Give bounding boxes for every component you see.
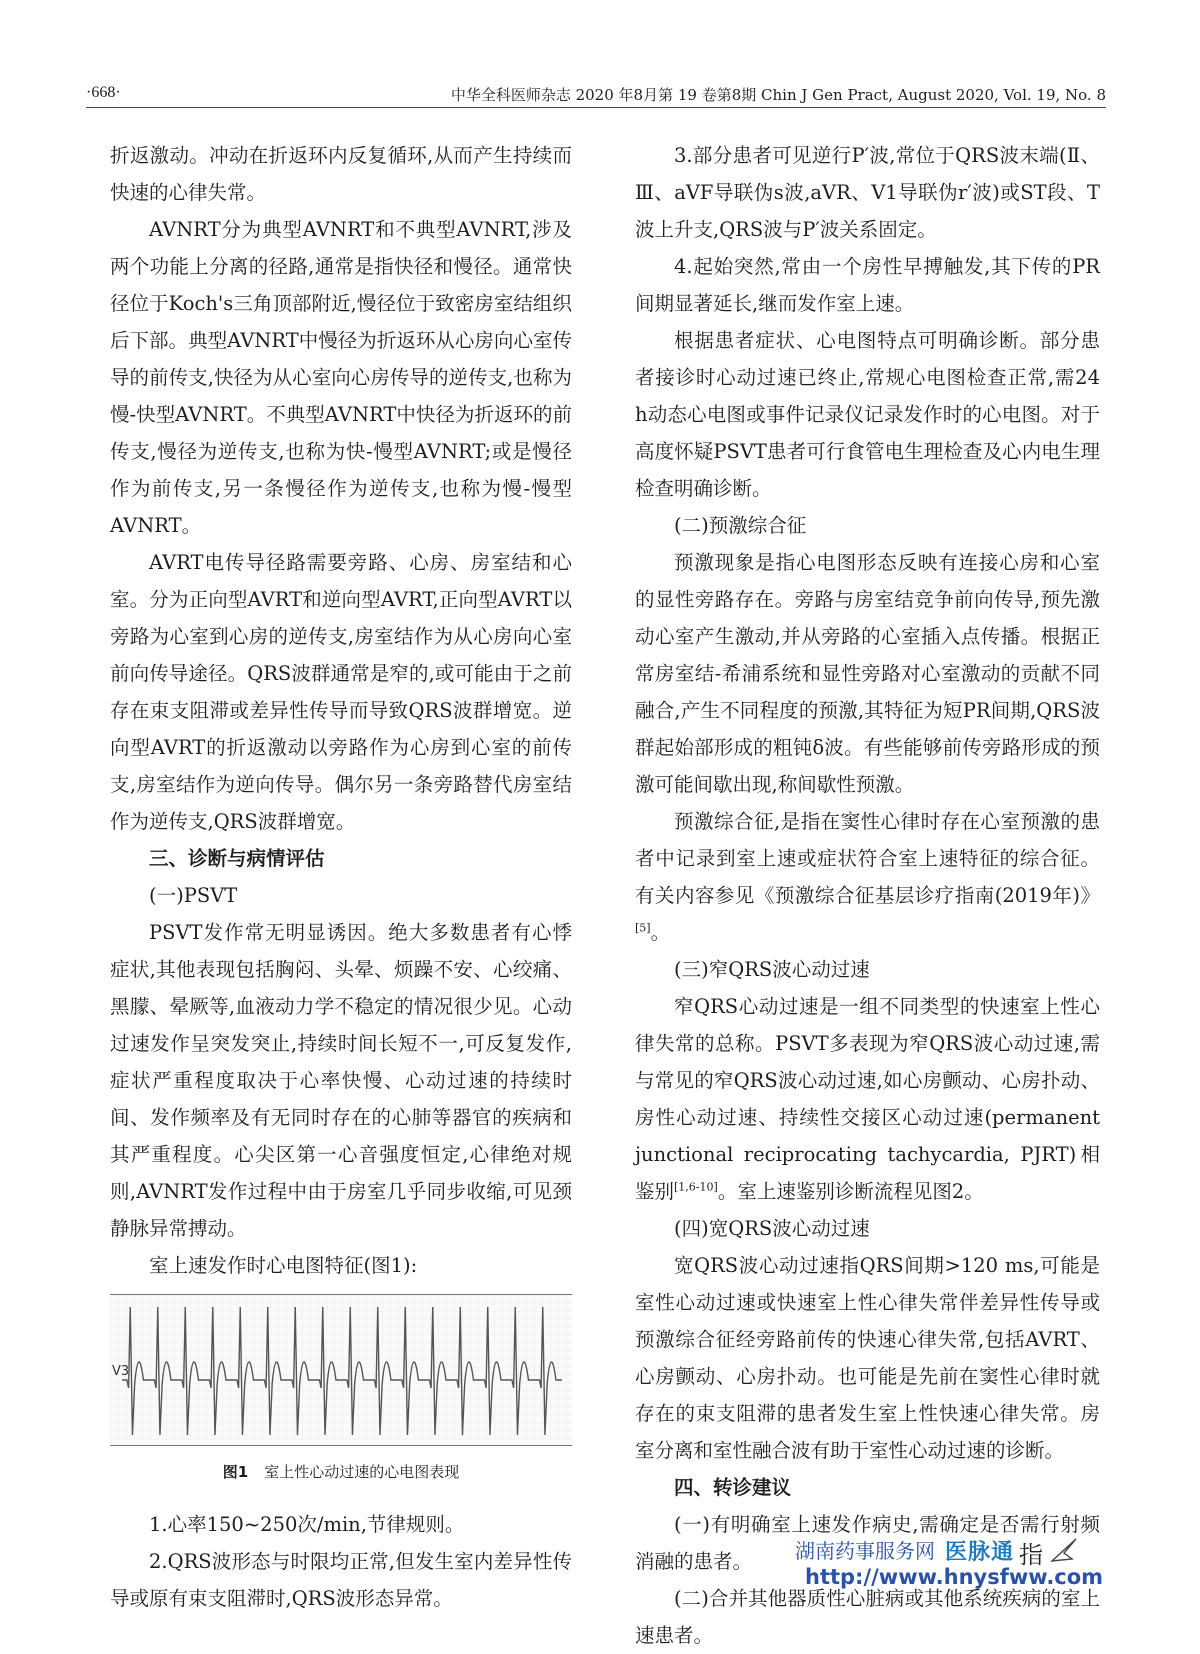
paragraph: 室上速发作时心电图特征(图1): [149, 1254, 418, 1277]
list-item: 3.部分患者可见逆行P′波,常位于QRS波末端(Ⅱ、Ⅲ、aVF导联伪s波,aVR、V1导联伪r′波)或ST段、T波上升支,QRS波与P′波关系固定。 [635, 144, 1100, 241]
section-heading: 三、诊断与病情评估 [149, 847, 325, 870]
paragraph [635, 988, 1100, 1210]
paragraph: 根据患者症状、心电图特点可明确诊断。部分患者接诊时心动过速已终止,常规心电图检查正常,需24 h动态心电图或事件记录仪记录发作时的心电图。对于高度怀疑PSVT患者可行食管电生理检查及心内电生理检查明确诊断。 [635, 329, 1100, 500]
paragraph-text: 预激综合征,是指在窦性心律时存在心室预激的患者中记录到室上速或症状符合室上速特征的综合征。有关内容参见《预激综合征基层诊疗指南(2019年)》 [635, 810, 1100, 907]
list-item: 4.起始突然,常由一个房性早搏触发,其下传的PR间期显著延长,继而发作室上速。 [635, 255, 1100, 315]
paragraph-text: 。室上速鉴别诊断流程见图2。 [717, 1180, 984, 1203]
lead-label: V3 [112, 1364, 130, 1379]
subsection-heading: (三)窄QRS波心动过速 [674, 958, 870, 981]
header-divider [86, 107, 1106, 108]
left-column [110, 137, 572, 1617]
watermark-logo-text: 指 [1019, 1541, 1043, 1569]
ecg-trace [110, 1295, 572, 1445]
list-item: 1.心率150~250次/min,节律规则。 [149, 1513, 465, 1536]
page-number: ·668· [86, 84, 121, 101]
paragraph: 折返激动。冲动在折返环内反复循环,从而产生持续而快速的心律失常。 [110, 144, 572, 204]
running-header [0, 80, 1200, 110]
list-item: (二)合并其他器质性心脏病或其他系统疾病的室上速患者。 [635, 1587, 1100, 1647]
paragraph: 宽QRS波心动过速指QRS间期>120 ms,可能是室性心动过速或快速室上性心律失常伴差异性传导或预激综合征经旁路前传的快速心律失常,包括AVRT、心房颤动、心房扑动。也可能是先前在窦性心律时就存在的束支阻滞的患者发生室上性快速心律失常。房室分离和室性融合波有助于室性心动过速的诊断。 [635, 1254, 1100, 1462]
citation-ref[interactable]: [5] [635, 921, 651, 935]
subsection-heading: (一)PSVT [149, 884, 238, 907]
list-item: 2.QRS波形态与时限均正常,但发生室内差异性传导或原有束支阻滞时,QRS波形态异常。 [110, 1550, 572, 1610]
paragraph [635, 803, 1100, 951]
watermark [795, 1535, 1115, 1605]
subsection-heading: (四)宽QRS波心动过速 [674, 1217, 870, 1240]
section-heading: 四、转诊建议 [674, 1476, 792, 1499]
subsection-heading: (二)预激综合征 [674, 514, 807, 537]
figure-caption [110, 1460, 572, 1484]
figure-label: 图1 [222, 1463, 249, 1481]
figure-caption-text: 室上性心动过速的心电图表现 [264, 1463, 460, 1481]
paragraph: AVNRT分为典型AVNRT和不典型AVNRT,涉及两个功能上分离的径路,通常是指快径和慢径。通常快径位于Koch's三角顶部附近,慢径位于致密房室结组织后下部。典型AVNRT中慢径为折返环从心房向心室传导的前传支,快径为从心室向心房传导的逆传支,也称为慢-快型AVNRT。不典型AVNRT中快径为折返环的前传支,慢径为逆传支,也称为快-慢型AVNRT;或是慢径作为前传支,另一条慢径作为逆传支,也称为慢-慢型AVNRT。 [110, 218, 572, 537]
paragraph: 预激现象是指心电图形态反映有连接心房和心室的显性旁路存在。旁路与房室结竞争前向传导,预先激动心室产生激动,并从旁路的心室插入点传播。根据正常房室结-希浦系统和显性旁路对心室激动的贡献不同融合,产生不同程度的预激,其特征为短PR间期,QRS波群起始部形成的粗钝δ波。有些能够前传旁路形成的预激可能间歇出现,称间歇性预激。 [635, 551, 1100, 796]
journal-citation: 中华全科医师杂志 2020 年8月第 19 卷第8期 Chin J Gen Pract, August 2020, Vol. 19, No. 8 [450, 86, 1106, 104]
citation-ref[interactable]: [1,6-10] [674, 1180, 718, 1194]
ecg-figure [110, 1294, 572, 1446]
right-column [635, 137, 1100, 1654]
watermark-url[interactable]: http://www.hnysfww.com [805, 1565, 1104, 1589]
star-icon [1050, 1537, 1078, 1563]
paragraph: PSVT发作常无明显诱因。绝大多数患者有心悸症状,其他表现包括胸闷、头晕、烦躁不安、心绞痛、黑朦、晕厥等,血液动力学不稳定的情况很少见。心动过速发作呈突发突止,持续时间长短不一,可反复发作,症状严重程度取决于心率快慢、心动过速的持续时间、发作频率及有无同时存在的心肺等器官的疾病和其严重程度。心尖区第一心音强度恒定,心律绝对规则,AVNRT发作过程中由于房室几乎同步收缩,可见颈静脉异常搏动。 [110, 921, 572, 1240]
watermark-site: 湖南药事服务网 [795, 1539, 935, 1563]
watermark-logo: 医脉通 [945, 1540, 1015, 1565]
list-item: (一)有明确室上速发作病史,需确定是否需行射频消融的患者。 [635, 1513, 1100, 1573]
paragraph-text: 。 [650, 921, 671, 944]
paragraph: AVRT电传导径路需要旁路、心房、房室结和心室。分为正向型AVRT和逆向型AVRT,正向型AVRT以旁路为心室到心房的逆传支,房室结作为从心房向心室前向传导途径。QRS波群通常是窄的,或可能由于之前存在束支阻滞或差异性传导而导致QRS波群增宽。逆向型AVRT的折返激动以旁路作为心房到心室的前传支,房室结作为逆向传导。偶尔另一条旁路替代房室结作为逆传支,QRS波群增宽。 [110, 551, 572, 833]
paragraph-text: 窄QRS心动过速是一组不同类型的快速室上性心律失常的总称。PSVT多表现为窄QRS波心动过速,需与常见的窄QRS波心动过速,如心房颤动、心房扑动、房性心动过速、持续性交接区心动过速(permanent junctional reciprocating tachycardia, PJRT)相鉴别 [635, 995, 1100, 1203]
